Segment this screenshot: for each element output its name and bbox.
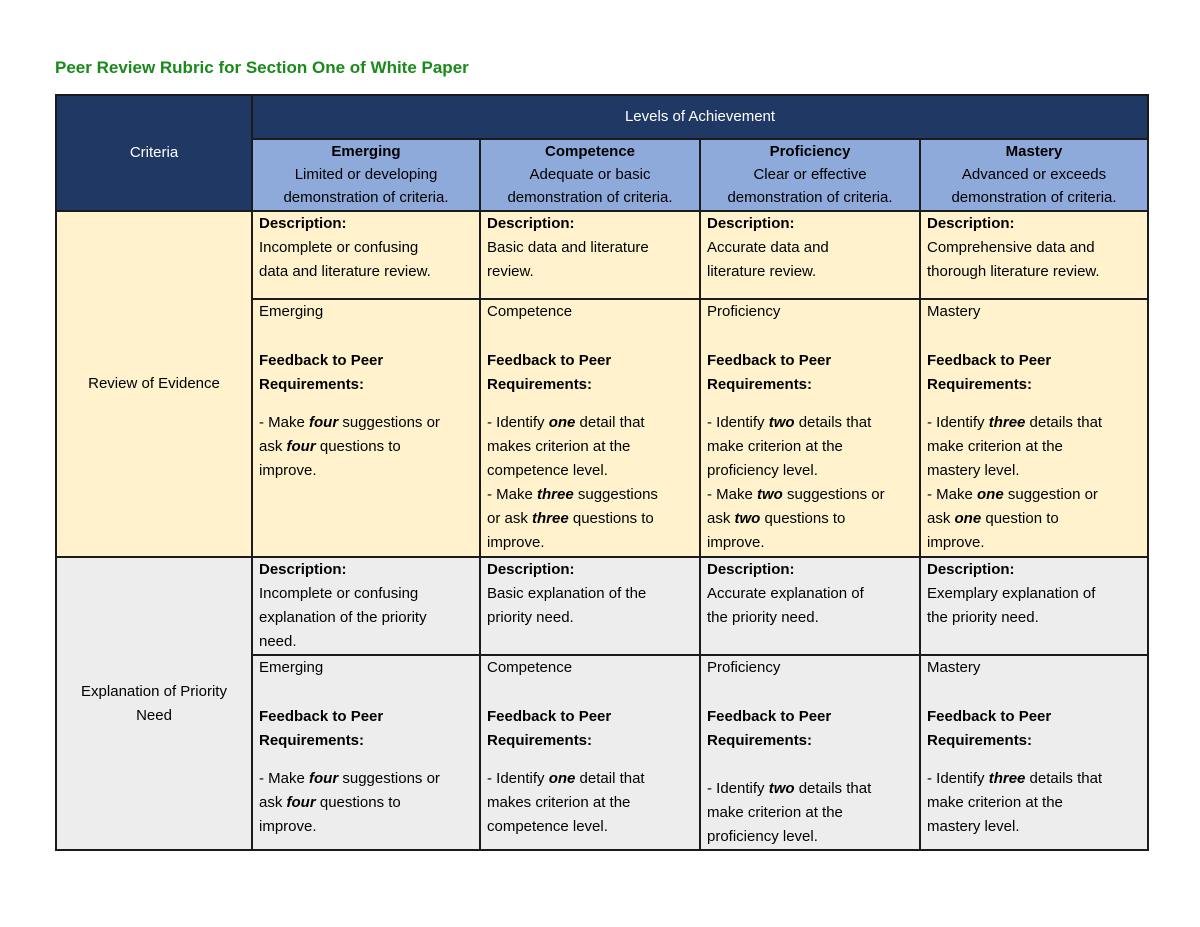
description-label: Description: [707, 561, 795, 578]
feedback-label: Feedback to Peer [259, 708, 384, 725]
description-text: review. [487, 263, 534, 280]
checkbox-label: Emerging [259, 659, 324, 676]
feedback-label: Feedback to Peer [707, 352, 832, 369]
requirement-line: proficiency level. [707, 828, 818, 845]
requirement-line: make criterion at the [927, 438, 1063, 455]
description-text: need. [259, 633, 297, 650]
feedback-cell-mastery [920, 655, 1148, 850]
level-header-competence: Competence Adequate or basic demonstration of criteria. [480, 139, 700, 211]
description-label: Description: [927, 215, 1015, 232]
feedback-label: Requirements: [259, 732, 365, 749]
checkbox-option[interactable] [927, 300, 1141, 325]
description-text: Comprehensive data and [927, 239, 1095, 256]
description-cell-competence [480, 557, 700, 655]
requirement-line: - Make three suggestions [487, 486, 658, 503]
description-text: explanation of the priority [259, 609, 427, 626]
requirement-line: - Identify three details that [927, 770, 1103, 787]
checkbox-label: Competence [487, 659, 573, 676]
requirement-line: competence level. [487, 462, 608, 479]
requirement-line: - Identify one detail that [487, 770, 645, 787]
description-cell-emerging [252, 557, 480, 655]
description-text: Incomplete or confusing [259, 239, 419, 256]
feedback-label: Feedback to Peer [707, 708, 832, 725]
requirement-line: competence level. [487, 818, 608, 835]
criterion-label: Review of Evidence [88, 375, 220, 392]
feedback-label: Requirements: [487, 376, 593, 393]
description-text: Accurate data and [707, 239, 829, 256]
feedback-label: Feedback to Peer [259, 352, 384, 369]
requirement-line: ask four questions to [259, 794, 401, 811]
feedback-cell-competence [480, 655, 700, 850]
criterion-label: Explanation of Priority [81, 682, 227, 700]
level-header-emerging: Emerging Limited or developing demonstration of criteria. [252, 139, 480, 211]
description-text: priority need. [487, 609, 574, 626]
checkbox-label: Emerging [259, 303, 324, 320]
levels-of-achievement-header: Levels of Achievement [252, 95, 1148, 139]
requirement-line: proficiency level. [707, 462, 818, 479]
feedback-label: Requirements: [707, 732, 813, 749]
requirement-line: mastery level. [927, 462, 1020, 479]
requirement-line: makes criterion at the [487, 794, 631, 811]
feedback-label: Feedback to Peer [487, 352, 612, 369]
requirement-line: - Make four suggestions or [259, 770, 440, 787]
requirement-line: - Identify two details that [707, 780, 872, 797]
checkbox-label: Proficiency [707, 659, 781, 676]
checkbox-option[interactable] [487, 300, 693, 325]
feedback-label: Requirements: [927, 376, 1033, 393]
feedback-cell-proficiency [700, 299, 920, 557]
requirement-line: or ask three questions to [487, 510, 654, 527]
requirement-line: improve. [927, 534, 985, 551]
criterion-label: Need [136, 706, 172, 724]
requirement-line: make criterion at the [927, 794, 1063, 811]
feedback-cell-emerging [252, 655, 480, 850]
checkbox-option[interactable] [259, 300, 473, 325]
requirement-line: ask one question to [927, 510, 1059, 527]
checkbox-label: Competence [487, 303, 573, 320]
checkbox-option[interactable] [707, 300, 913, 325]
description-text: thorough literature review. [927, 263, 1100, 280]
feedback-label: Requirements: [927, 732, 1033, 749]
checkbox-label: Mastery [927, 303, 981, 320]
requirement-line: improve. [259, 818, 317, 835]
requirement-line: ask two questions to [707, 510, 846, 527]
checkbox-label: Mastery [927, 659, 981, 676]
description-label: Description: [487, 215, 575, 232]
checkbox-label: Proficiency [707, 303, 781, 320]
description-cell-emerging [252, 211, 480, 299]
requirement-line: - Identify one detail that [487, 414, 645, 431]
requirement-line: - Make four suggestions or [259, 414, 440, 431]
checkbox-option[interactable] [927, 656, 1141, 681]
feedback-cell-emerging [252, 299, 480, 557]
requirement-line: - Make one suggestion or [927, 486, 1098, 503]
description-text: Basic data and literature [487, 239, 649, 256]
feedback-label: Requirements: [707, 376, 813, 393]
requirement-line: improve. [707, 534, 765, 551]
requirement-line: make criterion at the [707, 438, 843, 455]
feedback-label: Requirements: [487, 732, 593, 749]
requirement-line: improve. [487, 534, 545, 551]
requirement-line: - Identify two details that [707, 414, 872, 431]
description-cell-competence [480, 211, 700, 299]
description-text: Basic explanation of the [487, 585, 647, 602]
description-cell-mastery [920, 557, 1148, 655]
description-text: the priority need. [707, 609, 819, 626]
requirement-line: mastery level. [927, 818, 1020, 835]
checkbox-option[interactable] [707, 656, 913, 681]
description-label: Description: [259, 561, 347, 578]
feedback-label: Requirements: [259, 376, 365, 393]
feedback-label: Feedback to Peer [487, 708, 612, 725]
level-header-mastery: Mastery Advanced or exceeds demonstration of criteria. [920, 139, 1148, 211]
description-text: Accurate explanation of [707, 585, 864, 602]
requirement-line: makes criterion at the [487, 438, 631, 455]
feedback-cell-proficiency [700, 655, 920, 850]
description-text: data and literature review. [259, 263, 431, 280]
requirement-line: improve. [259, 462, 317, 479]
checkbox-option[interactable] [487, 656, 693, 681]
description-text: Incomplete or confusing [259, 585, 419, 602]
feedback-cell-competence [480, 299, 700, 557]
description-cell-proficiency [700, 211, 920, 299]
description-label: Description: [487, 561, 575, 578]
feedback-label: Feedback to Peer [927, 708, 1052, 725]
criteria-header: Criteria [56, 95, 252, 211]
feedback-cell-mastery [920, 299, 1148, 557]
criterion-review-of-evidence [56, 211, 252, 557]
description-cell-mastery [920, 211, 1148, 299]
description-text: literature review. [707, 263, 817, 280]
description-label: Description: [259, 215, 347, 232]
description-label: Description: [927, 561, 1015, 578]
requirement-line: - Make two suggestions or [707, 486, 885, 503]
rubric-table [55, 94, 1149, 851]
criterion-explanation-of-priority-need [56, 557, 252, 850]
description-text: Exemplary explanation of [927, 585, 1096, 602]
requirement-line: - Identify three details that [927, 414, 1103, 431]
description-cell-proficiency [700, 557, 920, 655]
requirement-line: ask four questions to [259, 438, 401, 455]
checkbox-option[interactable] [259, 656, 473, 681]
description-label: Description: [707, 215, 795, 232]
feedback-label: Feedback to Peer [927, 352, 1052, 369]
requirement-line: make criterion at the [707, 804, 843, 821]
description-text: the priority need. [927, 609, 1039, 626]
level-header-proficiency: Proficiency Clear or effective demonstration of criteria. [700, 139, 920, 211]
page-title: Peer Review Rubric for Section One of White Paper [55, 58, 469, 77]
